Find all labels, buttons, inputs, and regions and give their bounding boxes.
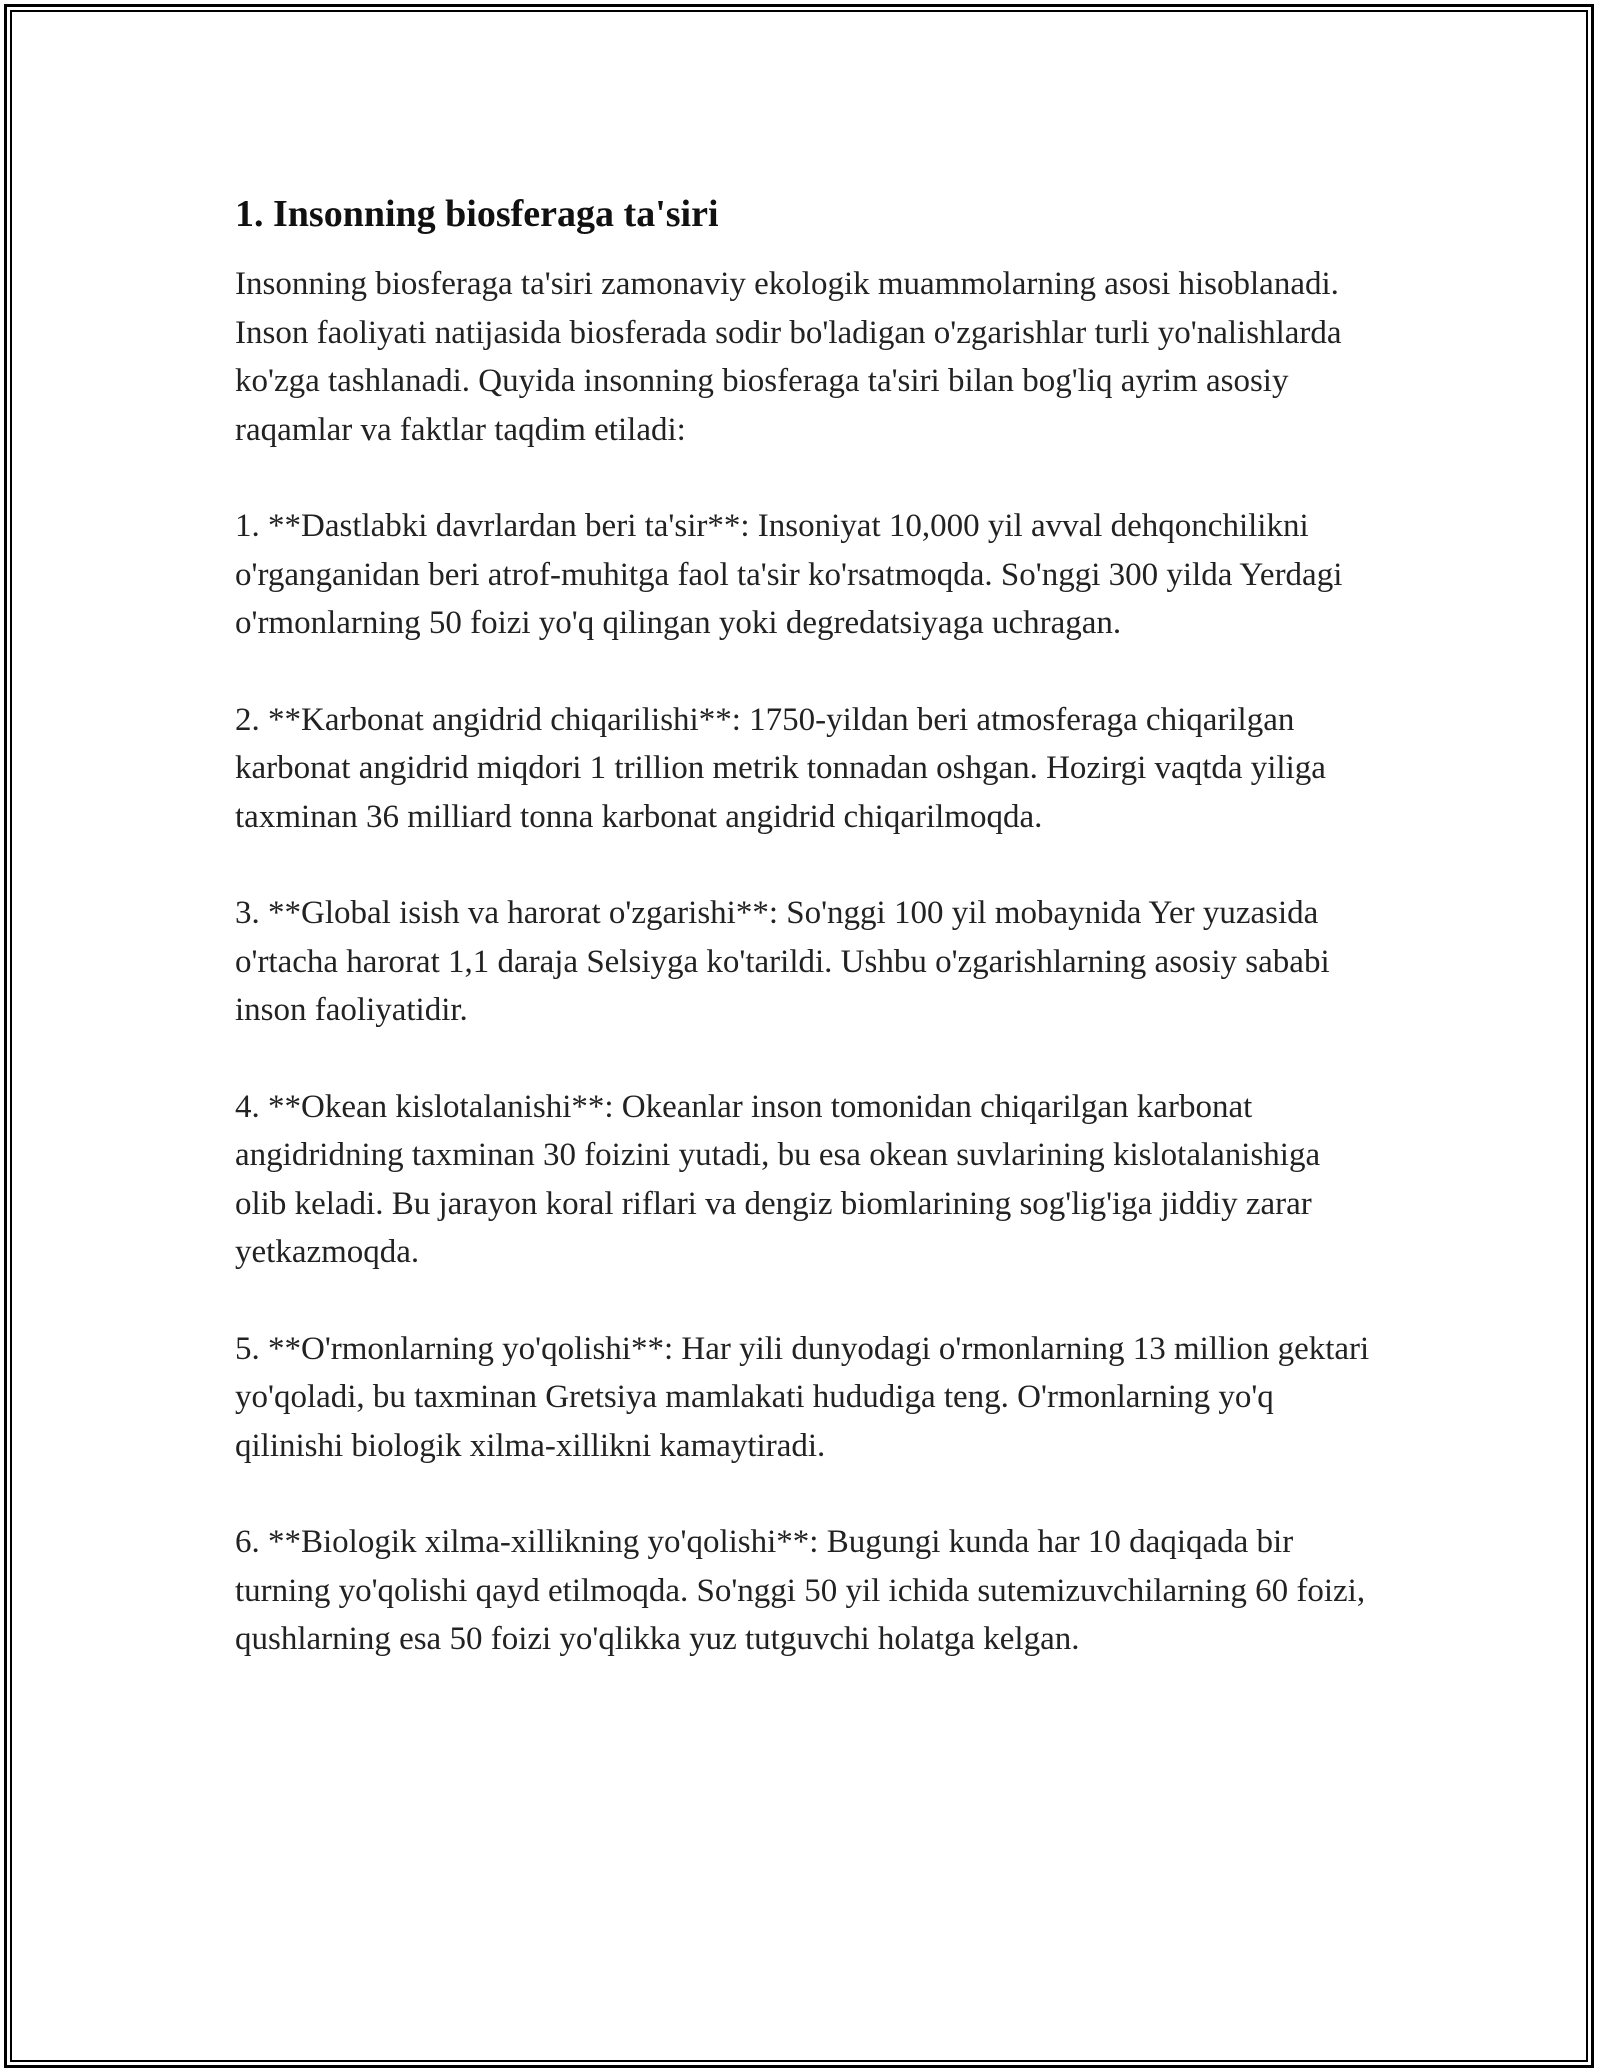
list-item-3: 3. **Global isish va harorat o'zgarishi**: So'nggi 100 yil mobaynida Yer yuzasida o'rtacha harorat 1,1 daraja Selsiyga ko'tarildi. Ushbu o'zgarishlarning asosiy sababi inson faoliyatidir. xyxy=(235,895,1330,1028)
list-item-1: 1. **Dastlabki davrlardan beri ta'sir**: Insoniyat 10,000 yil avval dehqonchilikni o'rganganidan beri atrof-muhitga faol ta'sir ko'rsatmoqda. So'nggi 300 yilda Yerdagi o'rmonlarning 50 foizi yo'q qilingan yoki degredatsiyaga uchragan. xyxy=(235,508,1343,641)
intro-paragraph: Insonning biosferaga ta'siri zamonaviy ekologik muammolarning asosi hisoblanadi. Inson faoliyati natijasida biosferada sodir bo'ladigan o'zgarishlar turli yo'nalishlarda ko'zga tashlanadi. Quyida insonning biosferaga ta'siri bilan bog'liq ayrim asosiy raqamlar va faktlar taqdim etiladi: xyxy=(235,266,1342,448)
page-title: 1. Insonning biosferaga ta'siri xyxy=(235,193,719,235)
list-item-6: 6. **Biologik xilma-xillikning yo'qolishi**: Bugungi kunda har 10 daqiqada bir turning yo'qolishi qayd etilmoqda. So'nggi 50 yil ichida sutemizuvchilarning 60 foizi, qushlarning esa 50 foizi yo'qlikka yuz tutguvchi holatga kelgan. xyxy=(235,1524,1366,1657)
list-item-2: 2. **Karbonat angidrid chiqarilishi**: 1750-yildan beri atmosferaga chiqarilgan karbonat angidrid miqdori 1 trillion metrik tonnadan oshgan. Hozirgi vaqtda yiliga taxminan 36 milliard tonna karbonat angidrid chiqarilmoqda. xyxy=(235,701,1326,835)
list-item-4: 4. **Okean kislotalanishi**: Okeanlar inson tomonidan chiqarilgan karbonat angidridning taxminan 30 foizini yutadi, bu esa okean suvlarining kislotalanishiga olib keladi. Bu jarayon koral riflari va dengiz biomlarining sog'lig'iga jiddiy zarar yetkazmoqda. xyxy=(235,1088,1321,1270)
list-item-5: 5. **O'rmonlarning yo'qolishi**: Har yili dunyodagi o'rmonlarning 13 million gektari yo'qoladi, bu taxminan Gretsiya mamlakati hududiga teng. O'rmonlarning yo'q qilinishi biologik xilma-xillikni kamaytiradi. xyxy=(235,1330,1370,1464)
document-body xyxy=(235,190,1375,1664)
